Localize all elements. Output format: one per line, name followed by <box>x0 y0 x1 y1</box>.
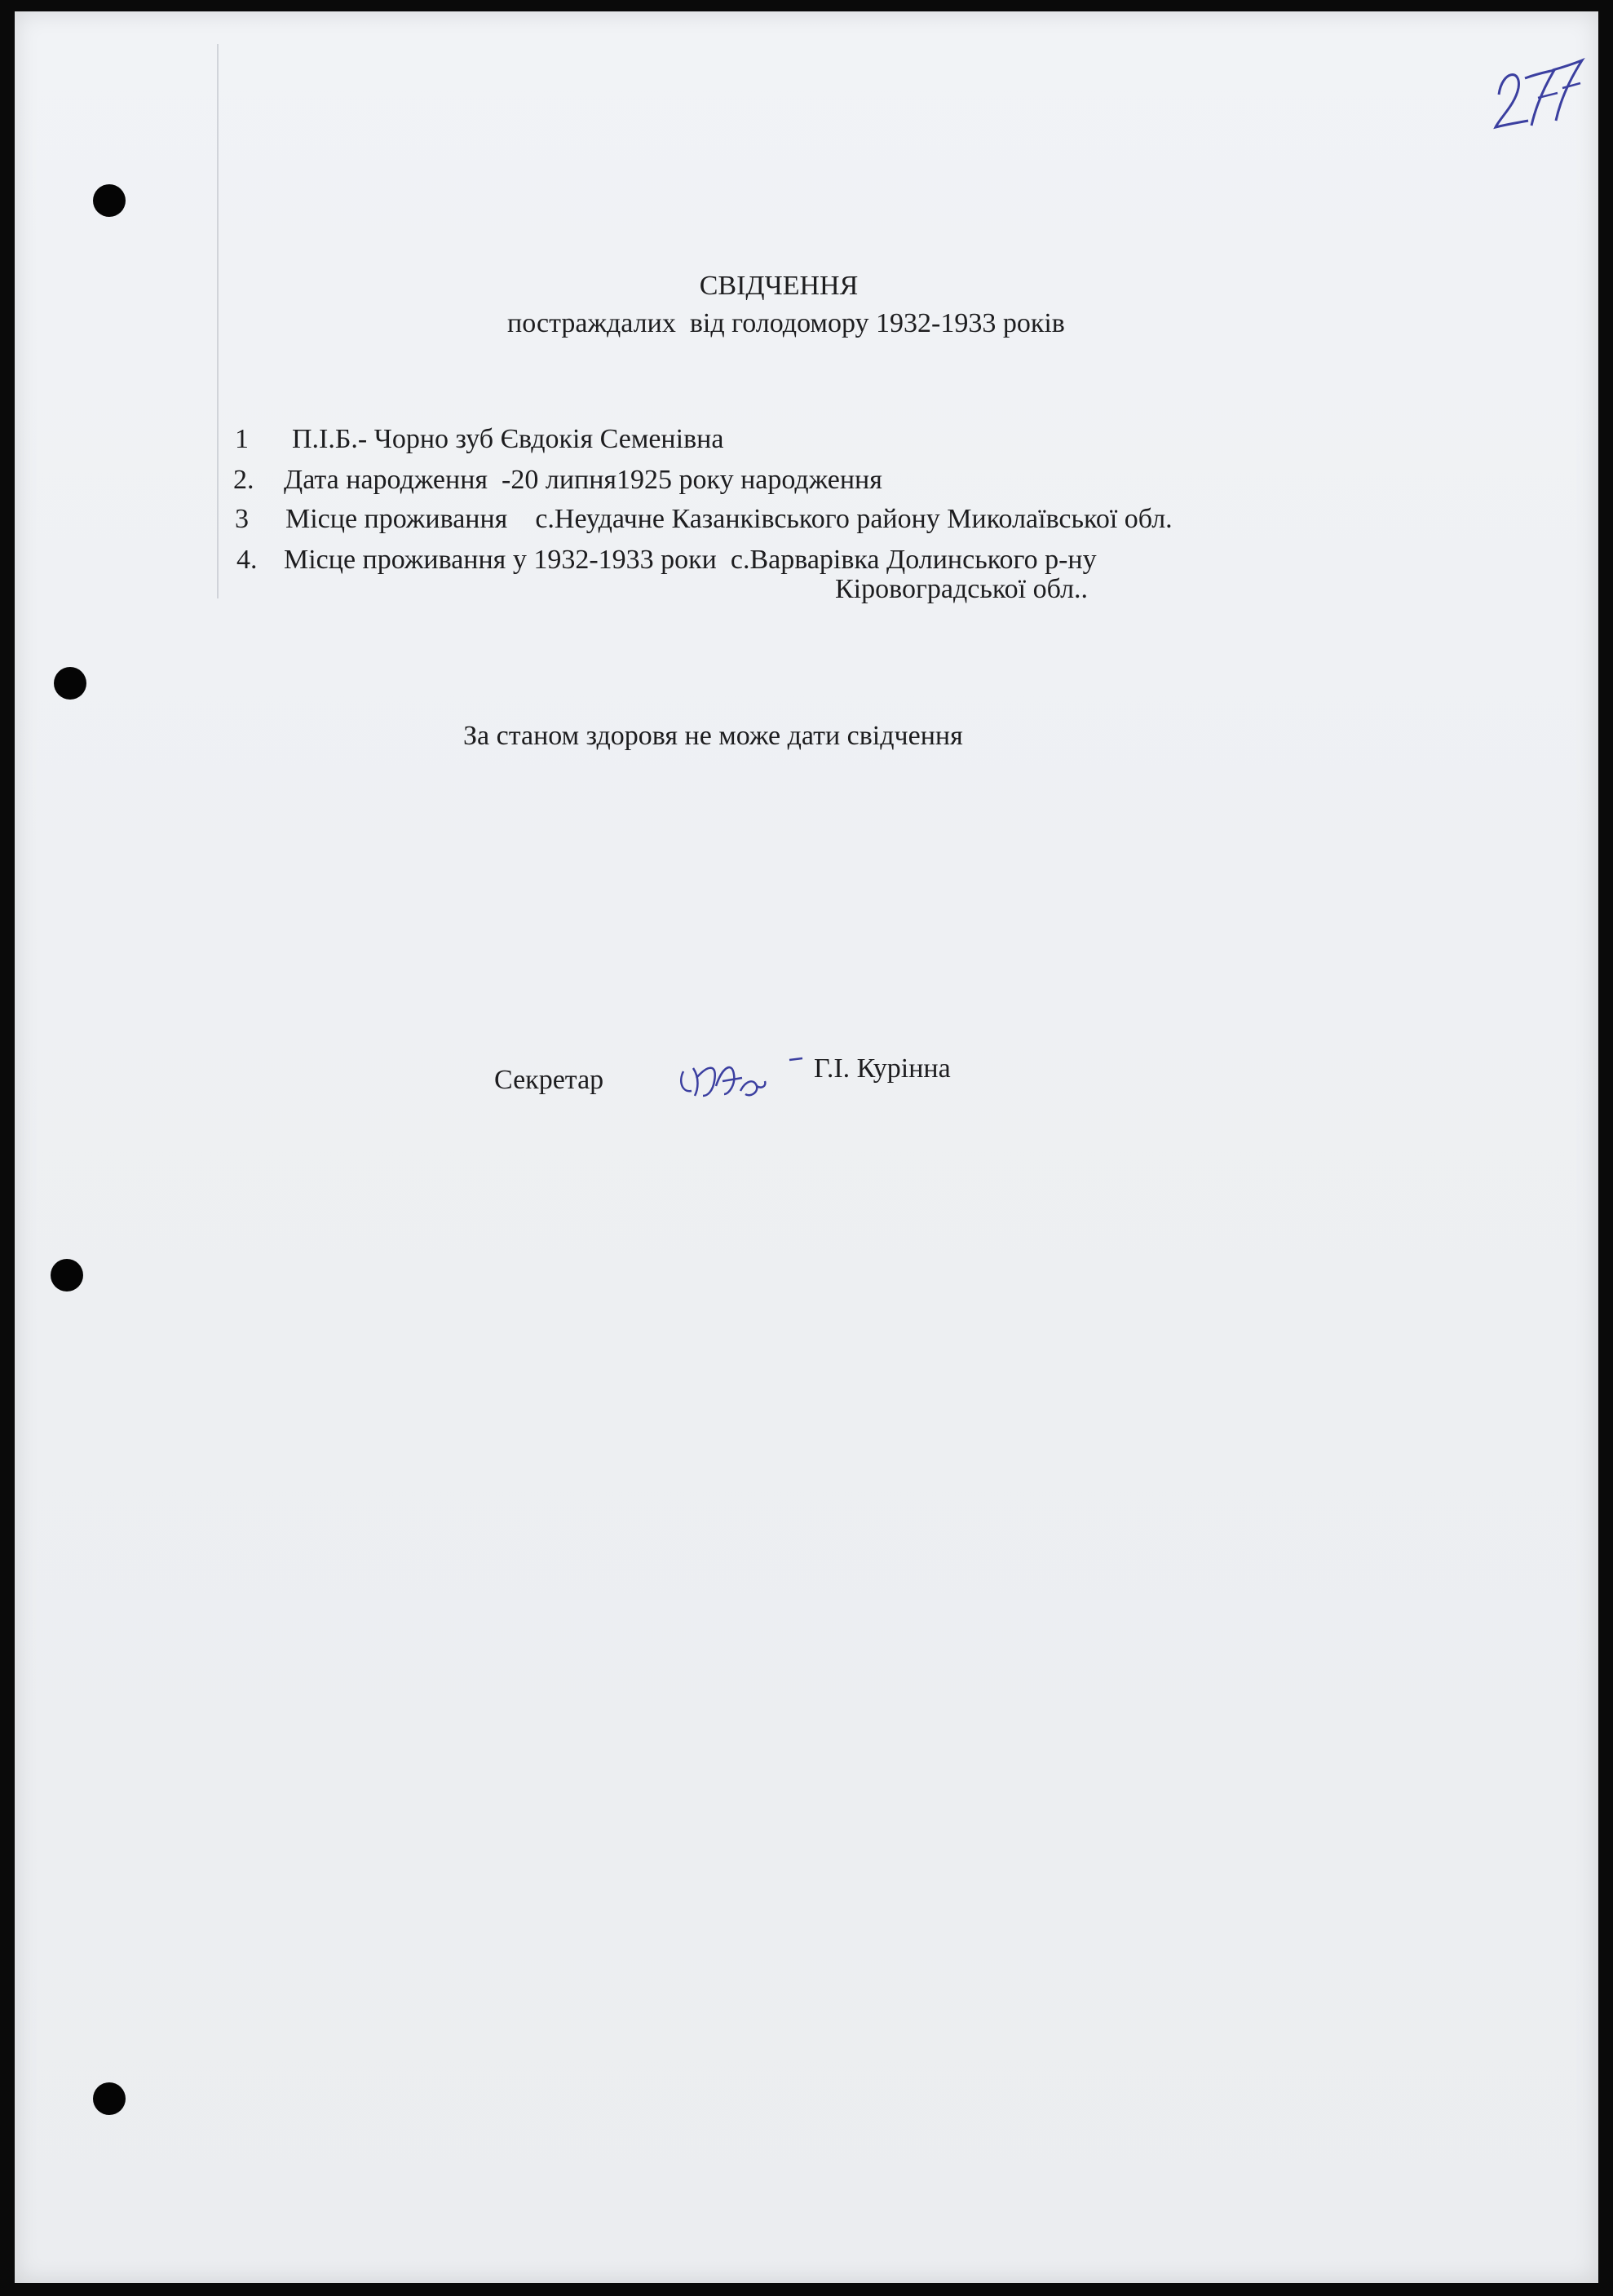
list-item-text: Місце проживання с.Неудачне Казанківського району Миколаївської обл. <box>285 504 1173 534</box>
handwritten-signature <box>675 1053 806 1110</box>
list-item <box>233 465 1375 504</box>
list-item-text: Дата народження -20 липня1925 року народження <box>284 465 882 495</box>
punch-hole <box>51 1259 83 1292</box>
list-item <box>236 545 1378 584</box>
fold-line <box>217 44 219 598</box>
punch-hole <box>93 184 126 217</box>
statement-text: За станом здоровя не може дати свідчення <box>463 721 963 751</box>
signature-role: Секретар <box>494 1065 604 1095</box>
document-title: СВІДЧЕННЯ <box>699 271 859 301</box>
list-item <box>235 424 1377 463</box>
punch-hole <box>54 667 86 700</box>
list-item-number: 1 <box>235 424 249 454</box>
list-item <box>235 504 1458 543</box>
list-item-number: 4. <box>236 545 258 575</box>
list-item-number: 3 <box>235 504 249 534</box>
signature-name: Г.І. Курінна <box>814 1053 951 1084</box>
punch-hole <box>93 2082 126 2115</box>
list-item-text: П.І.Б.- Чорно зуб Євдокія Семенівна <box>292 424 724 454</box>
document-page <box>15 11 1598 2283</box>
list-item-number: 2. <box>233 465 254 495</box>
handwritten-page-number <box>1489 46 1587 135</box>
list-item-text: Місце проживання у 1932-1933 роки с.Варварівка Долинського р-ну <box>284 545 1097 575</box>
list-item-continuation: Кіровоградської обл.. <box>835 574 1089 604</box>
document-subtitle: постраждалих від голодомору 1932-1933 років <box>507 308 1065 338</box>
